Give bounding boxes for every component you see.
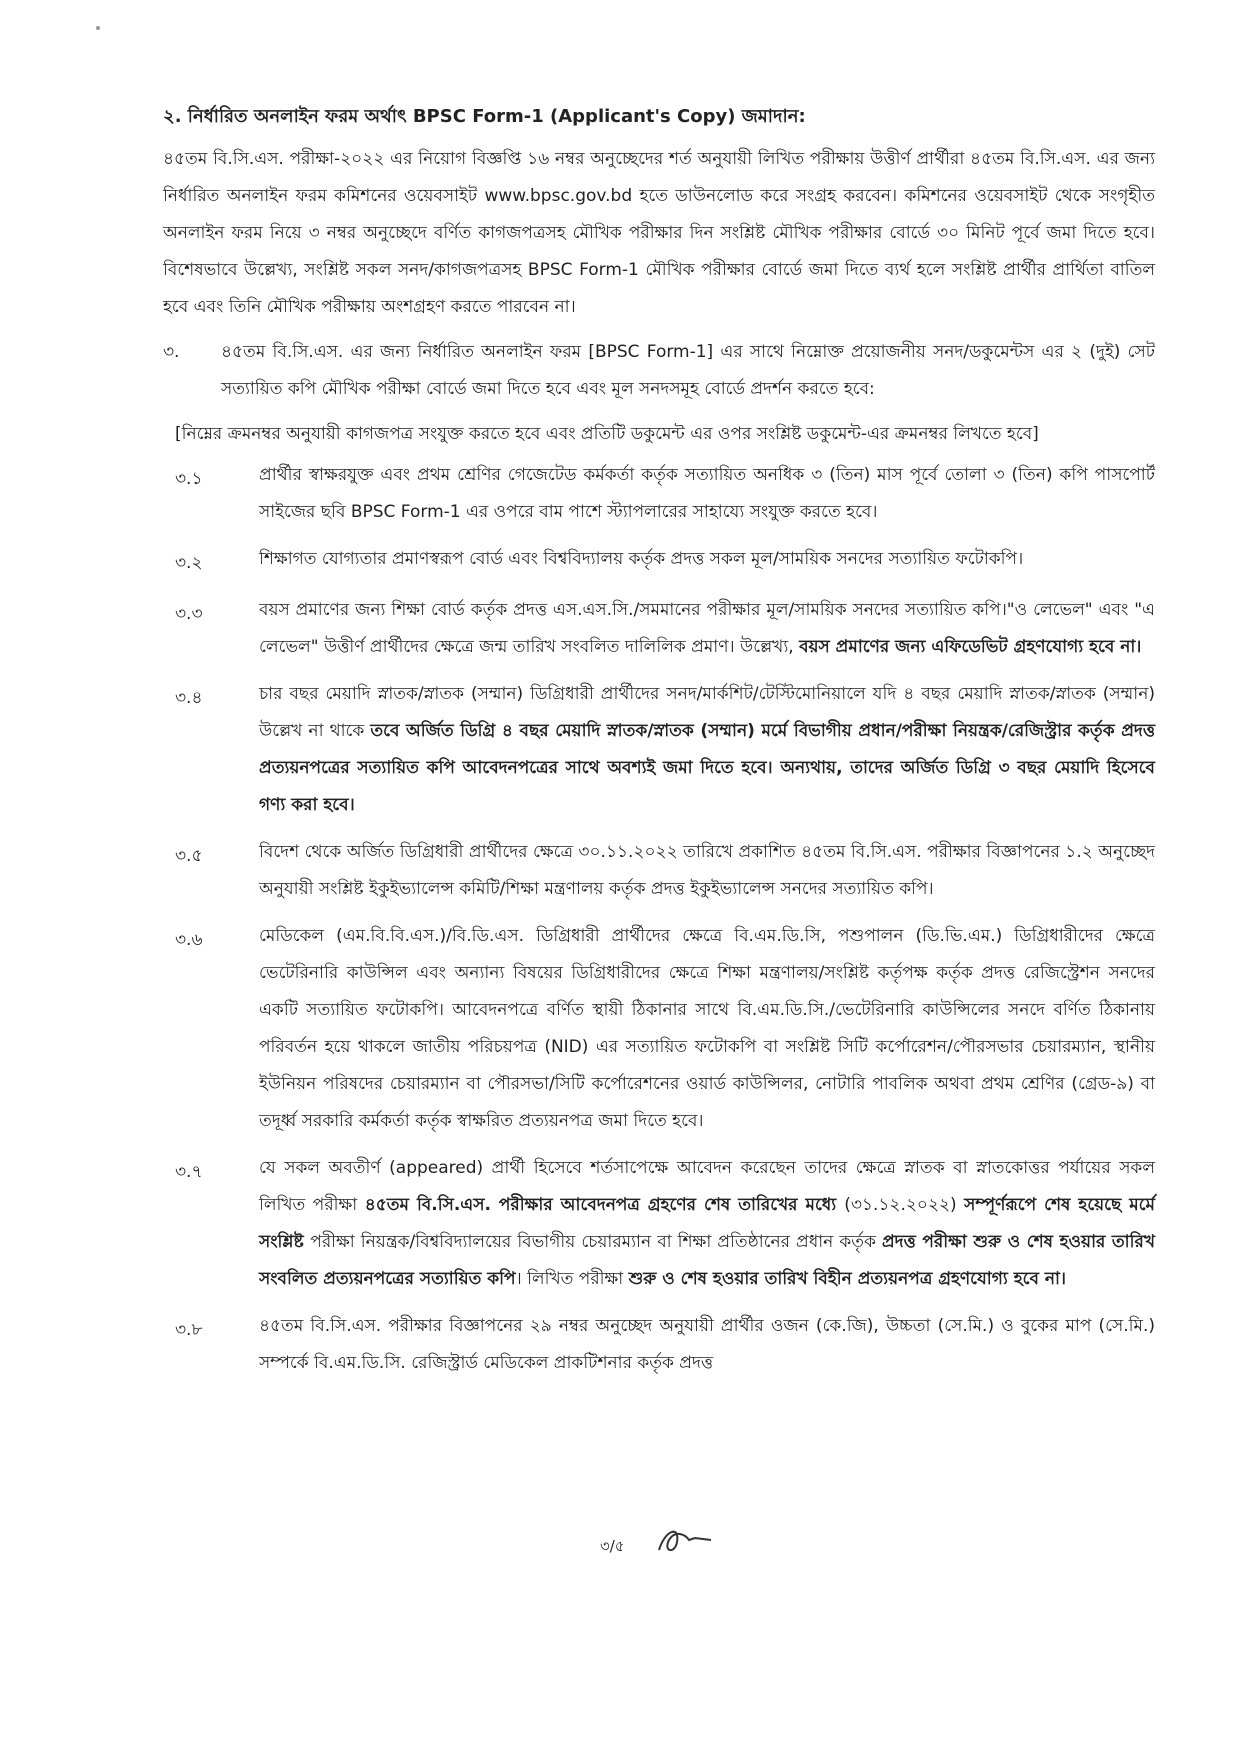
bold-text: তবে অর্জিত ডিগ্রি ৪ বছর মেয়াদি স্নাতক/স্নাতক (সম্মান) মর্মে বিভাগীয় প্রধান/পরীক্ষা নিয়ন্ত্রক/রেজিস্ট্রার কর্তৃক প্রদত্ত প্রত্যয়নপত্রের সত্যায়িত কপি আবেদনপত্রের সাথে অবশ্যই জমা দিতে হবে। অন্যথায়, তাদের অর্জিত ডিগ্রি ৩ বছর মেয়াদি হিসেবে গণ্য করা হবে। [259,721,1155,815]
text-segment: বয়স প্রমাণের জন্য শিক্ষা বোর্ড কর্তৃক প্রদত্ত এস.এস.সি./সমমানের পরীক্ষার মূল/সাময়িক সনদের সত্যায়িত কপি।"ও লেভেল" এবং "এ লেভেল" উত্তীর্ণ প্রার্থীদের ক্ষেত্রে জন্ম তারিখ সংবলিত দালিলিক প্রমাণ। উল্লেখ্য, [259,600,1155,657]
text-segment: প্রার্থীর স্বাক্ষরযুক্ত এবং প্রথম শ্রেণির গেজেটেড কর্মকর্তা কর্তৃক সত্যায়িত অনধিক ৩ (তিন) মাস পূর্বে তোলা ৩ (তিন) কপি পাসপোর্ট সাইজের ছবি BPSC Form-1 এর ওপরে বাম পাশে স্ট্যাপলারের সাহায্যে সংযুক্ত করতে হবে। [259,465,1155,522]
item-text [259,834,1155,908]
section-3-number: ৩. [163,342,180,362]
list-item [175,541,1155,582]
document-list [163,457,1155,1382]
list-item [175,834,1155,908]
text-segment: মেডিকেল (এম.বি.বি.এস.)/বি.ডি.এস. ডিগ্রিধারী প্রার্থীদের ক্ষেত্রে বি.এম.ডি.সি, পশুপালন (ডি.ভি.এম.) ডিগ্রিধারীদের ক্ষেত্রে ভেটেরিনারি কাউন্সিল এবং অন্যান্য বিষয়ের ডিগ্রিধারীদের ক্ষেত্রে শিক্ষা মন্ত্রণালয়/সংশ্লিষ্ট কর্তৃপক্ষ কর্তৃক প্রদত্ত রেজিস্ট্রেশন সনদের একটি সত্যায়িত ফটোকপি। আবেদনপত্রে বর্ণিত স্থায়ী ঠিকানার সাথে বি.এম.ডি.সি./ভেটেরিনারি কাউন্সিলের সনদে বর্ণিত ঠিকানায় পরিবর্তন হয়ে থাকলে জাতীয় পরিচয়পত্র (NID) এর সত্যায়িত ফটোকপি বা সংশ্লিষ্ট সিটি কর্পোরেশন/পৌরসভার চেয়ারম্যান, স্থানীয় ইউনিয়ন পরিষদের চেয়ারম্যান বা পৌরসভা/সিটি কর্পোরেশনের ওয়ার্ড কাউন্সিলর, নোটারি পাবলিক অথবা প্রথম শ্রেণির (গ্রেড-৯) বা তদূর্ধ্ব সরকারি কর্মকর্তা কর্তৃক স্বাক্ষরিত প্রত্যয়নপত্র জমা দিতে হবে। [259,926,1155,1131]
list-item [175,457,1155,531]
item-text [259,1150,1155,1298]
item-text [259,1308,1155,1382]
signature [655,1520,715,1564]
text-segment: চার বছর মেয়াদি স্নাতক/স্নাতক (সম্মান) ডিগ্রিধারী প্রার্থীদের সনদ/মার্কশিট/টেস্টিমোনিয়ালে যদি ৪ বছর মেয়াদি স্নাতক/স্নাতক (সম্মান) উল্লেখ না থাকে [259,684,1155,741]
item-number: ৩.২ [175,553,203,573]
bold-text: প্রদত্ত পরীক্ষা শুরু ও শেষ হওয়ার তারিখ সংবলিত প্রত্যয়নপত্রের সত্যায়িত কপি [259,1232,1155,1289]
text-segment: ৪৫তম বি.সি.এস. পরীক্ষার বিজ্ঞাপনের ২৯ নম্বর অনুচ্ছেদ অনুযায়ী প্রার্থীর ওজন (কে.জি), উচ্চতা (সে.মি.) ও বুকের মাপ (সে.মি.) সম্পর্কে বি.এম.ডি.সি. রেজিস্ট্রার্ড মেডিকেল প্রাকটিশনার কর্তৃক প্রদত্ত [259,1316,1155,1373]
bold-text: সম্পূর্ণরূপে শেষ হয়েছে মর্মে সংশ্লিষ্ট [259,1195,1156,1252]
item-number: ৩.৫ [175,846,203,866]
text-segment: । লিখিত পরীক্ষা [515,1269,629,1289]
document-page [163,98,1155,1392]
bold-text: বয়স প্রমাণের জন্য এফিডেভিট গ্রহণযোগ্য হবে না। [799,637,1142,657]
list-item [175,676,1155,824]
list-item [175,918,1155,1140]
text-segment: (৩১.১২.২০২২) [844,1195,965,1215]
bold-text: ৪৫তম বি.সি.এস. পরীক্ষার আবেদনপত্র গ্রহণের শেষ তারিখের মধ্যে [364,1195,845,1215]
section-3-note: [নিম্নের ক্রমনম্বর অনুযায়ী কাগজপত্র সংযুক্ত করতে হবে এবং প্রতিটি ডকুমেন্ট এর ওপর সংশ্লিষ্ট ডকুমেন্ট-এর ক্রমনম্বর লিখতে হবে] [175,424,1039,444]
scan-speck [96,26,100,30]
text-segment: পরীক্ষা নিয়ন্ত্রক/বিশ্ববিদ্যালয়ের বিভাগীয় চেয়ারম্যান বা শিক্ষা প্রতিষ্ঠানের প্রধান কর্তৃক [310,1232,882,1252]
section-2-paragraph: ৪৫তম বি.সি.এস. পরীক্ষা-২০২২ এর নিয়োগ বিজ্ঞপ্তি ১৬ নম্বর অনুচ্ছেদের শর্ত অনুযায়ী লিখিত পরীক্ষায় উত্তীর্ণ প্রার্থীরা ৪৫তম বি.সি.এস. এর জন্য নির্ধারিত অনলাইন ফরম কমিশনের ওয়েবসাইট www.bpsc.gov.bd হতে ডাউনলোড করে সংগ্রহ করবেন। কমিশনের ওয়েবসাইট থেকে সংগৃহীত অনলাইন ফরম নিয়ে ৩ নম্বর অনুচ্ছেদে বর্ণিত কাগজপত্রসহ মৌখিক পরীক্ষার দিন সংশ্লিষ্ট মৌখিক পরীক্ষার বোর্ডে ৩০ মিনিট পূর্বে জমা দিতে হবে। বিশেষভাবে উল্লেখ্য, সংশ্লিষ্ট সকল সনদ/কাগজপত্রসহ BPSC Form-1 মৌখিক পরীক্ষার বোর্ডে জমা দিতে ব্যর্থ হলে সংশ্লিষ্ট প্রার্থীর প্রার্থিতা বাতিল হবে এবং তিনি মৌখিক পরীক্ষায় অংশগ্রহণ করতে পারবেন না। [163,149,1155,317]
item-text [259,918,1155,1140]
text-segment: যে সকল অবতীর্ণ (appeared) প্রার্থী হিসেবে শর্তসাপেক্ষে আবেদন করেছেন তাদের ক্ষেত্রে স্নাতক বা স্নাতকোত্তর পর্যায়ের সকল লিখিত পরীক্ষা [259,1158,1155,1215]
text-segment: বিদেশ থেকে অর্জিত ডিগ্রিধারী প্রার্থীদের ক্ষেত্রে ৩০.১১.২০২২ তারিখে প্রকাশিত ৪৫তম বি.সি.এস. পরীক্ষার বিজ্ঞাপনের ১.২ অনুচ্ছেদ অনুযায়ী সংশ্লিষ্ট ইকুইভ্যালেন্স কমিটি/শিক্ষা মন্ত্রণালয় কর্তৃক প্রদত্ত ইকুইভ্যালেন্স সনদের সত্যায়িত কপি। [259,842,1155,899]
item-number: ৩.৮ [175,1320,203,1340]
page-number: ৩/৫ [600,1537,625,1555]
text-segment: শিক্ষাগত যোগ্যতার প্রমাণস্বরূপ বোর্ড এবং বিশ্ববিদ্যালয় কর্তৃক প্রদত্ত সকল মূল/সাময়িক সনদের সত্যায়িত ফটোকপি। [259,549,1024,569]
item-number: ৩.১ [175,469,203,489]
list-item [175,1308,1155,1382]
item-text [259,676,1155,824]
item-number: ৩.৬ [175,930,203,950]
item-text [259,457,1155,531]
item-number: ৩.৩ [175,604,203,624]
section-2-heading: ২. নির্ধারিত অনলাইন ফরম অর্থাৎ BPSC Form-1 (Applicant's Copy) জমাদান: [163,106,806,127]
section-3 [163,334,1155,416]
item-text [259,592,1155,666]
list-item [175,592,1155,666]
section-3-intro: ৪৫তম বি.সি.এস. এর জন্য নির্ধারিত অনলাইন ফরম [BPSC Form-1] এর সাথে নিম্নোক্ত প্রয়োজনীয় সনদ/ডকুমেন্টস এর ২ (দুই) সেট সত্যায়িত কপি মৌখিক পরীক্ষা বোর্ডে জমা দিতে হবে এবং মূল সনদসমূহ বোর্ডে প্রদর্শন করতে হবে: [221,342,1155,399]
item-text [259,541,1155,582]
item-number: ৩.৪ [175,688,203,708]
item-number: ৩.৭ [175,1162,203,1182]
bold-text: শুরু ও শেষ হওয়ার তারিখ বিহীন প্রত্যয়নপত্র গ্রহণযোগ্য হবে না। [628,1269,1067,1289]
list-item [175,1150,1155,1298]
